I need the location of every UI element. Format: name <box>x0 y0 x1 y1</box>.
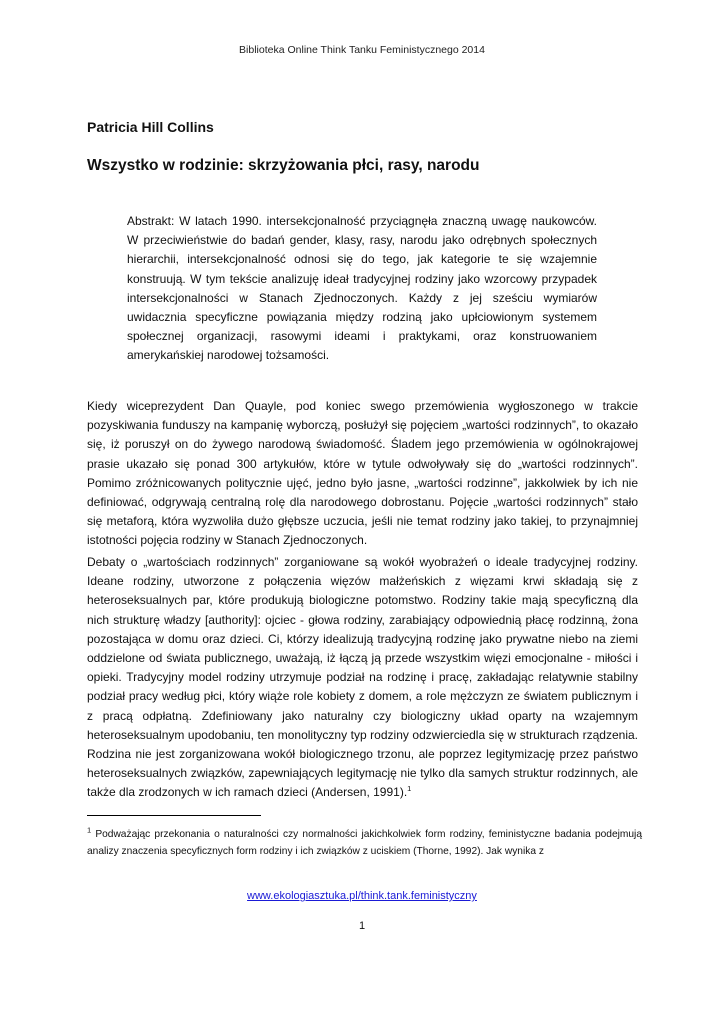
body-paragraph-2-text: Debaty o „wartościach rodzinnych” zorganiowane są wokół wyobrażeń o ideale tradycyjnej rodziny. Ideane rodziny, utworzone z połączenia więzów małżeńskich z więzami krwi składają się z heteroseksualnych par, które produkują biologiczne potomstwo. Rodziny takie mają specyficzną dla nich strukturę władzy [authority]: ojciec - głowa rodziny, zarabiający odpowiednią płacę rodzinną, żona pozostająca w domu oraz dzieci. Ci, którzy idealizują tradycyjną rodzinę jako prywatne niebo na ziemi oddzielone od świata publicznego, uważają, iż łączą ją przede wszystkim więzi emocjonalne - miłości i opieki. Tradycyjny model rodziny utrzymuje podział na rodzinę i pracę, zakładając relatywnie stabilny podział pracy według płci, który wiąże role kobiety z domem, a role mężczyzn ze światem publicznym i z pracą odpłatną. Zdefiniowany jako naturalny czy biologiczny układ oparty na wzajemnym heteroseksualnym upodobaniu, ten monolityczny typ rodziny odzwierciedla się w strukturach rządzenia. Rodzina nie jest zorganizowana wokół biologicznego trzonu, ale poprzez legitymizację przez państwo heteroseksualnych związków, zapewniających legitymację nie tylko dla samych struktur rodzinnych, ale także dla zrodzonych w ich ramach dzieci (Andersen, 1991). <box>87 555 638 800</box>
running-header: Biblioteka Online Think Tanku Feministycznego 2014 <box>239 44 485 56</box>
footnote-divider <box>87 815 261 816</box>
footnote <box>87 826 642 860</box>
footnote-marker: 1 <box>87 825 92 835</box>
abstract-paragraph: Abstrakt: W latach 1990. intersekcjonalność przyciągnęła znaczną uwagę naukowców. W przeciwieństwie do badań gender, klasy, rasy, narodu jako odrębnych społecznych hierarchii, intersekcjonalność odnosi się do tego, jak kategorie te się wzajemnie konstruują. W tym tekście analizuję ideał tradycyjnej rodziny jako wzorcowy przypadek intersekcjonalności w Stanach Zjednoczonych. Każdy z jej sześciu wymiarów uwidacznia specyficzne powiązania między rodziną jako upłciowionym systemem społecznej organizacji, rasowymi ideami i praktykami, oraz konstruowaniem amerykańskiej narodowej tożsamości. <box>127 214 597 363</box>
author-name: Patricia Hill Collins <box>87 119 214 135</box>
page-number: 1 <box>358 920 366 932</box>
article-title: Wszystko w rodzinie: skrzyżowania płci, rasy, narodu <box>87 157 480 174</box>
footnote-text: Podważając przekonania o naturalności czy normalności jakichkolwiek form rodziny, feministyczne badania podejmują analizy znaczenia specyficznych form rodziny i ich związków z uciskiem (Thorne, 1992). Jak wynika z <box>87 829 642 857</box>
body-paragraph-2 <box>87 553 638 803</box>
website-link[interactable]: www.ekologiasztuka.pl/think.tank.feministyczny <box>247 890 477 902</box>
footnote-reference[interactable]: 1 <box>407 784 412 794</box>
body-paragraph-1: Kiedy wiceprezydent Dan Quayle, pod koniec swego przemówienia wygłoszonego w trakcie pozyskiwania funduszy na kampanię wyborczą, posłużył się pojęciem „wartości rodzinnych”, to okazało się, iż poruszył on do żywego narodową świadomość. Śladem jego przemówienia w ogólnokrajowej prasie ukazało się ponad 300 artykułów, które w tytule odwoływały się do „wartości rodzinnych”. Pomimo zróżnicowanych politycznie ujęć, jedno było jasne, „wartości rodzinne”, jakkolwiek by ich nie definiować, odgrywają centralną rolę dla narodowego dobrostanu. Pojęcie „wartości rodzinnych” stało się metaforą, która wyzwoliła dużo głębsze uczucia, jeśli nie temat rodziny jako takiej, to przynajmniej istotności pojęcia rodziny w Stanach Zjednoczonych. <box>87 399 638 548</box>
